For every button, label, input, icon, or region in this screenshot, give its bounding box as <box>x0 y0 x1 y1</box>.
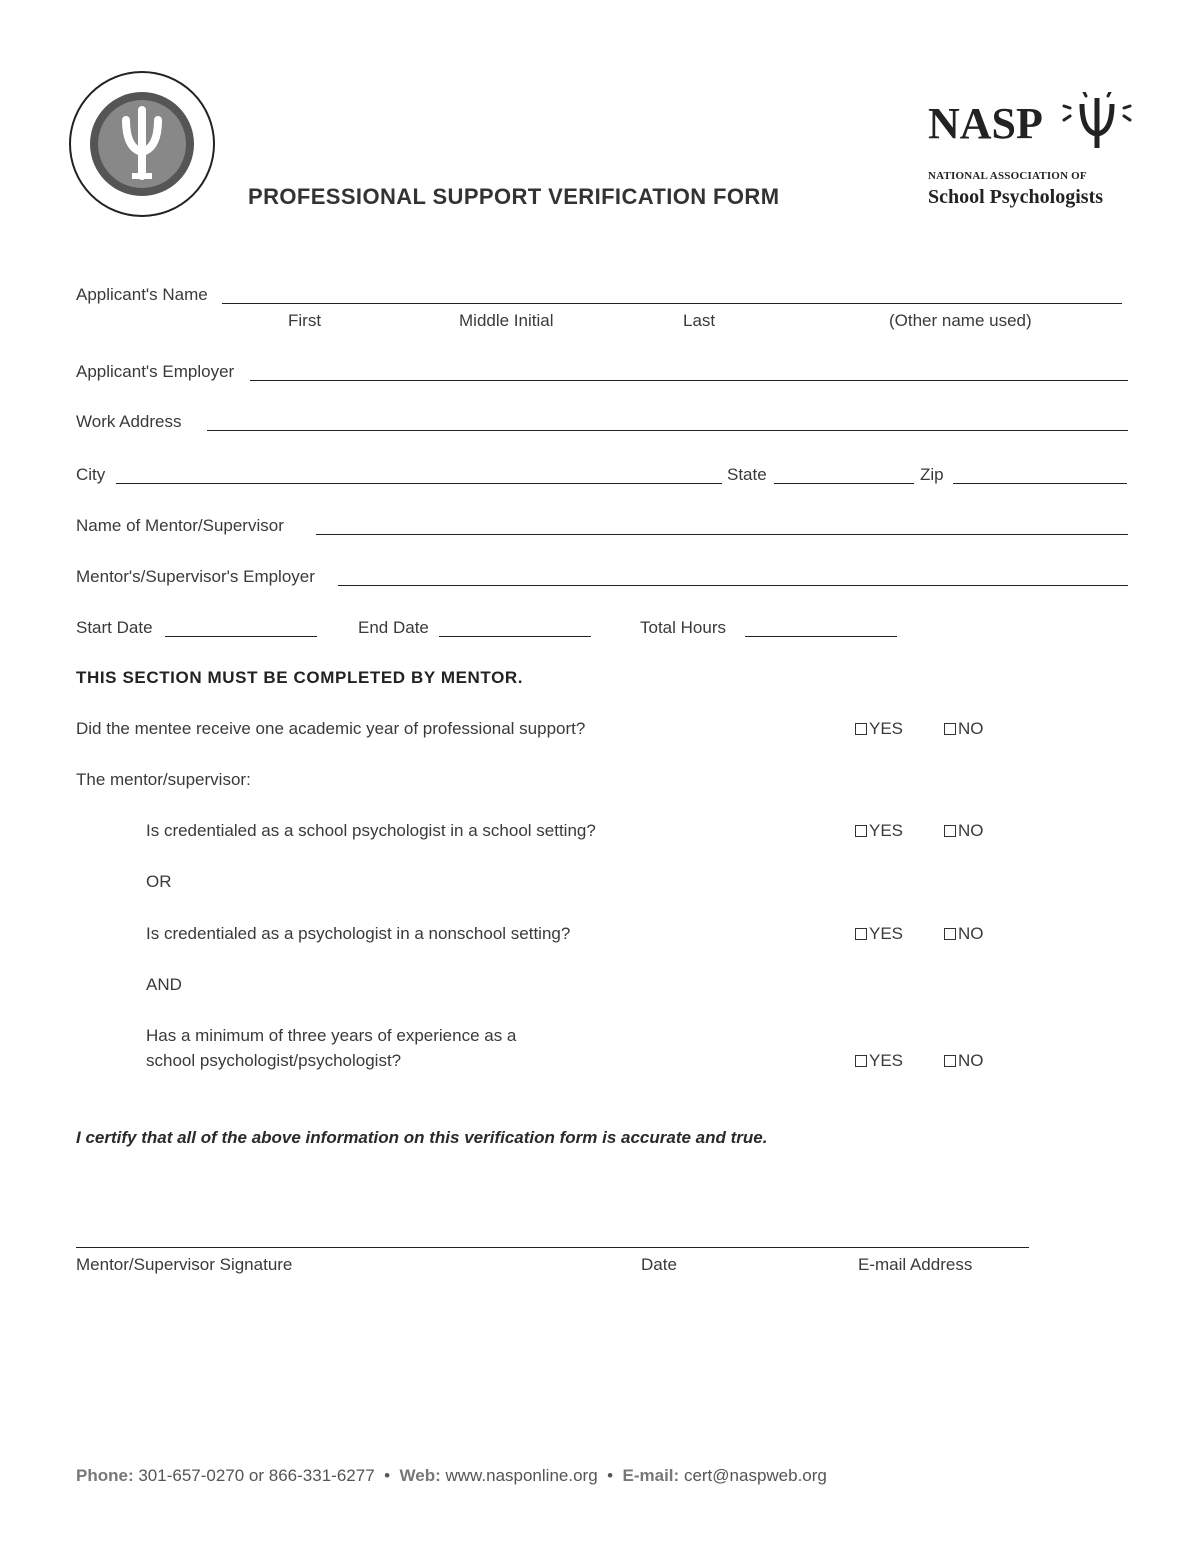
footer-bullet: • <box>607 1466 614 1485</box>
checkbox-icon[interactable] <box>855 825 867 837</box>
q3-yes-option[interactable] <box>855 924 903 944</box>
email-label: E-mail: <box>622 1466 680 1485</box>
phone-label: Phone: <box>76 1466 134 1485</box>
nasp-association-line: NATIONAL ASSOCIATION OF <box>928 170 1087 182</box>
nasp-logo <box>928 98 1138 218</box>
applicant-employer-label: Applicant's Employer <box>76 362 235 381</box>
ncsp-seal <box>68 70 216 218</box>
total-hours-label: Total Hours <box>640 618 726 637</box>
no-label: NO <box>958 924 984 943</box>
mentor-employer-label: Mentor's/Supervisor's Employer <box>76 567 315 586</box>
no-label: NO <box>958 1051 984 1070</box>
contact-footer <box>76 1466 827 1486</box>
web-label: Web: <box>399 1466 441 1485</box>
q4-no-option[interactable] <box>944 1051 984 1071</box>
mentor-name-label: Name of Mentor/Supervisor <box>76 516 284 535</box>
mentor-section-heading: THIS SECTION MUST BE COMPLETED BY MENTOR. <box>76 668 524 687</box>
or-connector: OR <box>146 872 172 891</box>
state-label: State <box>727 465 767 484</box>
checkbox-icon[interactable] <box>855 723 867 735</box>
start-date-label: Start Date <box>76 618 153 637</box>
footer-bullet: • <box>384 1466 391 1485</box>
signature-label: Mentor/Supervisor Signature <box>76 1255 293 1274</box>
applicant-name-field[interactable] <box>222 303 1122 304</box>
psi-icon <box>1062 92 1132 152</box>
question-school-credential: Is credentialed as a school psychologist in a school setting? <box>146 821 596 840</box>
mentor-name-field[interactable] <box>316 534 1128 535</box>
form-title: PROFESSIONAL SUPPORT VERIFICATION FORM <box>248 184 780 209</box>
end-date-field[interactable] <box>439 636 591 637</box>
work-address-label: Work Address <box>76 412 182 431</box>
question-academic-year: Did the mentee receive one academic year of professional support? <box>76 719 586 738</box>
email-link[interactable]: cert@naspweb.org <box>683 1466 827 1485</box>
applicant-employer-field[interactable] <box>250 380 1128 381</box>
yes-label: YES <box>869 1051 904 1070</box>
mentor-employer-field[interactable] <box>338 585 1128 586</box>
nasp-wordmark: NASP <box>928 99 1043 148</box>
applicant-name-label: Applicant's Name <box>76 285 208 304</box>
checkbox-icon[interactable] <box>855 1055 867 1067</box>
yes-label: YES <box>869 821 904 840</box>
zip-label: Zip <box>920 465 944 484</box>
q2-yes-option[interactable] <box>855 821 903 841</box>
other-name-caption: (Other name used) <box>889 311 1032 330</box>
end-date-label: End Date <box>358 618 429 637</box>
yes-label: YES <box>869 719 904 738</box>
mentor-intro: The mentor/supervisor: <box>76 770 251 789</box>
certification-statement: I certify that all of the above information on this verification form is accurate and true. <box>76 1128 768 1147</box>
q4-yes-option[interactable] <box>855 1051 903 1071</box>
city-field[interactable] <box>116 483 722 484</box>
q3-no-option[interactable] <box>944 924 984 944</box>
date-label: Date <box>641 1255 677 1274</box>
no-label: NO <box>958 719 984 738</box>
middle-initial-caption: Middle Initial <box>459 311 554 330</box>
nasp-org-name: School Psychologists <box>928 186 1104 208</box>
signature-line[interactable] <box>76 1247 1029 1248</box>
email-address-label: E-mail Address <box>858 1255 973 1274</box>
web-link[interactable]: www.nasponline.org <box>445 1466 598 1485</box>
city-label: City <box>76 465 106 484</box>
zip-field[interactable] <box>953 483 1127 484</box>
no-label: NO <box>958 821 984 840</box>
work-address-field[interactable] <box>207 430 1128 431</box>
start-date-field[interactable] <box>165 636 317 637</box>
q1-yes-option[interactable] <box>855 719 903 739</box>
checkbox-icon[interactable] <box>855 928 867 940</box>
checkbox-icon[interactable] <box>944 723 956 735</box>
q1-no-option[interactable] <box>944 719 984 739</box>
checkbox-icon[interactable] <box>944 928 956 940</box>
checkbox-icon[interactable] <box>944 825 956 837</box>
last-name-caption: Last <box>683 311 716 330</box>
total-hours-field[interactable] <box>745 636 897 637</box>
ncsp-seal-icon <box>68 70 216 218</box>
q2-no-option[interactable] <box>944 821 984 841</box>
and-connector: AND <box>146 975 182 994</box>
first-name-caption: First <box>288 311 322 330</box>
question-experience-line2: school psychologist/psychologist? <box>146 1051 402 1070</box>
state-field[interactable] <box>774 483 914 484</box>
question-nonschool-credential: Is credentialed as a psychologist in a nonschool setting? <box>146 924 571 943</box>
question-experience-line1: Has a minimum of three years of experience as a <box>146 1026 517 1045</box>
phone-number: 301-657-0270 or 866-331-6277 <box>138 1466 375 1485</box>
checkbox-icon[interactable] <box>944 1055 956 1067</box>
yes-label: YES <box>869 924 904 943</box>
